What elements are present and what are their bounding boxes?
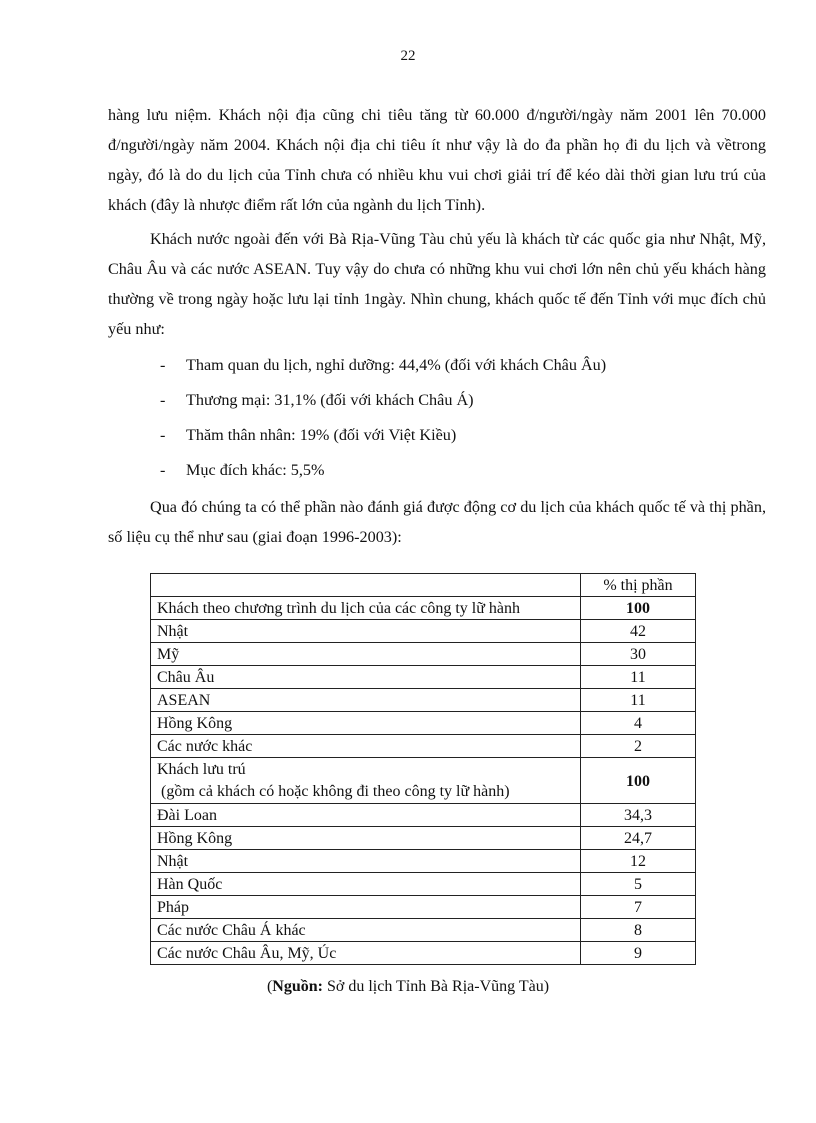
bullet-dash: - <box>160 461 166 479</box>
purpose-list <box>108 348 766 488</box>
table-cell-label: Hồng Kông <box>151 827 581 850</box>
list-item <box>108 348 766 383</box>
table-cell-label-line: (gồm cả khách có hoặc không đi theo công ty lữ hành) <box>161 783 510 800</box>
paragraph-table-intro: Qua đó chúng ta có thể phần nào đánh giá được động cơ du lịch của khách quốc tế và thị phần, số liệu cụ thể như sau (giai đoạn 1996-2003): <box>108 498 766 546</box>
table-header-row <box>151 574 696 597</box>
table-cell-label-line: Khách lưu trú <box>157 761 246 778</box>
table-row <box>151 758 696 804</box>
table-cell-value: 100 <box>581 758 696 804</box>
table-cell-value: 4 <box>581 712 696 735</box>
table-cell-label: Các nước Châu Âu, Mỹ, Úc <box>151 942 581 965</box>
table-cell-value: 11 <box>581 666 696 689</box>
bullet-dash: - <box>160 391 166 409</box>
table-cell-label: ASEAN <box>151 689 581 712</box>
table-row <box>151 712 696 735</box>
table-row <box>151 873 696 896</box>
table-cell-label: Khách theo chương trình du lịch của các công ty lữ hành <box>151 597 581 620</box>
table-cell-value: 8 <box>581 919 696 942</box>
paragraph-foreign-visitors: Khách nước ngoài đến với Bà Rịa-Vũng Tàu chủ yếu là khách từ các quốc gia như Nhật, Mỹ, Châu Âu và các nước ASEAN. Tuy vậy do chưa có những khu vui chơi lớn nên chủ yếu khách hàng thường về trong ngày hoặc lưu lại tỉnh 1ngày. Nhìn chung, khách quốc tế đến Tỉnh với mục đích chủ yếu như: <box>108 230 766 338</box>
table-cell-label: Mỹ <box>151 643 581 666</box>
source-open-paren: ( <box>266 978 273 995</box>
list-item-text: Thăm thân nhân: 19% (đối với Việt Kiều) <box>186 426 457 444</box>
table-row <box>151 620 696 643</box>
source-text: Sở du lịch Tỉnh Bà Rịa-Vũng Tàu) <box>322 978 550 995</box>
table-cell-label: Nhật <box>151 850 581 873</box>
table-cell-label: Hàn Quốc <box>151 873 581 896</box>
source-label: Nguồn: <box>272 978 323 995</box>
table-cell-value: 24,7 <box>581 827 696 850</box>
body-text <box>108 100 766 552</box>
list-item-text: Mục đích khác: 5,5% <box>186 461 325 479</box>
list-item <box>108 418 766 453</box>
table-row <box>151 735 696 758</box>
table-row <box>151 597 696 620</box>
table-cell-value: 2 <box>581 735 696 758</box>
table-source-note <box>0 978 816 996</box>
table-cell-value: 42 <box>581 620 696 643</box>
table-row <box>151 643 696 666</box>
table-cell-value: 11 <box>581 689 696 712</box>
table-cell-label <box>151 758 581 804</box>
table-cell-label: Các nước Châu Á khác <box>151 919 581 942</box>
table-header-label <box>151 574 581 597</box>
list-item <box>108 453 766 488</box>
table-cell-value: 5 <box>581 873 696 896</box>
table-row <box>151 942 696 965</box>
table-cell-value: 7 <box>581 896 696 919</box>
table-cell-value: 100 <box>581 597 696 620</box>
list-item <box>108 383 766 418</box>
table-header-value: % thị phần <box>581 574 696 597</box>
table-cell-value: 30 <box>581 643 696 666</box>
list-item-text: Tham quan du lịch, nghỉ dưỡng: 44,4% (đối với khách Châu Âu) <box>186 356 607 374</box>
table-cell-value: 9 <box>581 942 696 965</box>
table-cell-label: Đài Loan <box>151 804 581 827</box>
table-row <box>151 919 696 942</box>
table-row <box>151 896 696 919</box>
table-cell-value: 12 <box>581 850 696 873</box>
table-cell-value: 34,3 <box>581 804 696 827</box>
table-cell-label: Nhật <box>151 620 581 643</box>
table-cell-label: Châu Âu <box>151 666 581 689</box>
table-cell-label: Pháp <box>151 896 581 919</box>
table-cell-label: Các nước khác <box>151 735 581 758</box>
page-number: 22 <box>400 48 416 64</box>
bullet-dash: - <box>160 426 166 444</box>
market-share-table <box>150 573 696 965</box>
paragraph-domestic-spending: hàng lưu niệm. Khách nội địa cũng chi tiêu tăng từ 60.000 đ/người/ngày năm 2001 lên 70.000 đ/người/ngày năm 2004. Khách nội địa chi tiêu ít như vậy là do đa phần họ đi du lịch và vềtrong ngày, đó là do du lịch của Tỉnh chưa có nhiều khu vui chơi giải trí để kéo dài thời gian lưu trú của khách (đây là nhược điểm rất lớn của ngành du lịch Tỉnh). <box>108 106 766 214</box>
bullet-dash: - <box>160 356 166 374</box>
table-cell-label: Hồng Kông <box>151 712 581 735</box>
table-row <box>151 666 696 689</box>
table-row <box>151 689 696 712</box>
table-row <box>151 850 696 873</box>
table-row <box>151 804 696 827</box>
table-row <box>151 827 696 850</box>
list-item-text: Thương mại: 31,1% (đối với khách Châu Á) <box>186 391 474 409</box>
